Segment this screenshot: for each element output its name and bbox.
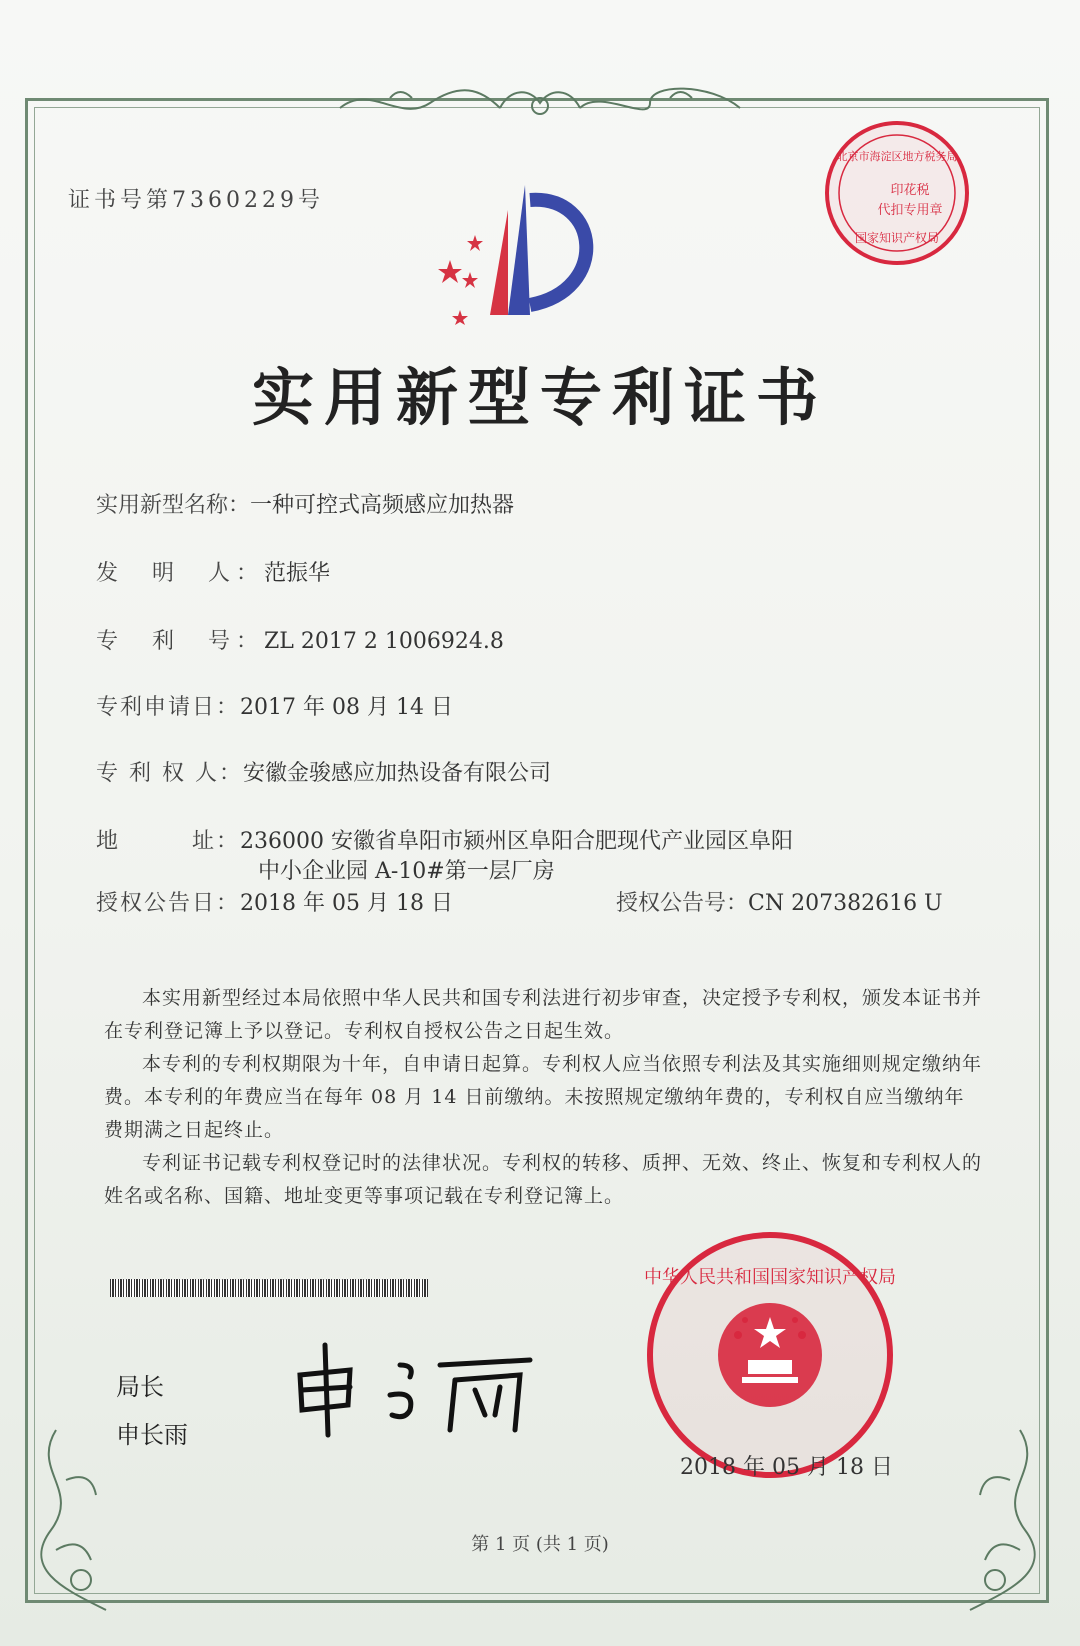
- certificate-number: 证书号第7360229号: [68, 188, 324, 213]
- signatory-name: 申长雨: [116, 1421, 188, 1449]
- field-value: 2017 年 08 月 14 日: [240, 695, 453, 720]
- page-number: 第 1 页 (共 1 页): [471, 1534, 609, 1555]
- body-paragraph: 本专利的专利权期限为十年，自申请日起算。专利权人应当依照专利法及其实施细则规定缴纳年费。本专利的年费应当在每年 08 月 14 日前缴纳。未按照规定缴纳年费的，专利权自应当缴纳年费期满之日起终止。: [104, 1053, 983, 1141]
- seal-ring-text: 中华人民共和国国家知识产权局: [644, 1267, 896, 1288]
- handwritten-signature: [290, 1335, 550, 1445]
- field-value: 236000 安徽省阜阳市颍州区阜阳合肥现代产业园区阜阳: [240, 829, 793, 854]
- field-value: ZL 2017 2 1006924.8: [264, 629, 504, 654]
- field-value: 范振华: [264, 561, 331, 586]
- tax-stamp-line2: 代扣专用章: [877, 203, 943, 218]
- field-label: 实用新型名称：: [96, 493, 251, 518]
- signatory-title: 局长: [116, 1373, 164, 1401]
- field-value: CN 207382616 U: [748, 891, 943, 916]
- body-paragraph: 专利证书记载专利权登记时的法律状况。专利权的转移、质押、无效、终止、恢复和专利权人的姓名或名称、国籍、地址变更等事项记载在专利登记簿上。: [104, 1152, 983, 1207]
- field-address-line2: [258, 854, 555, 885]
- seal-date: 2018 年 05 月 18 日: [680, 1455, 893, 1480]
- top-ornament: [330, 78, 750, 128]
- field-label: 专利申请日：: [96, 695, 241, 720]
- tax-stamp-line1: 印花税: [890, 183, 930, 198]
- barcode: [110, 1279, 428, 1297]
- tax-stamp-bottom-text: 国家知识产权局: [854, 231, 940, 245]
- body-paragraph: 本实用新型经过本局依照中华人民共和国专利法进行初步审查，决定授予专利权，颁发本证书并在专利登记簿上予以登记。专利权自授权公告之日起生效。: [104, 987, 983, 1042]
- field-value: 一种可控式高频感应加热器: [250, 493, 515, 518]
- field-label: 地 址：: [96, 829, 241, 854]
- field-label: 授权公告号：: [616, 891, 749, 916]
- bottom-right-ornament: [940, 1420, 1050, 1620]
- tax-stamp: [822, 118, 972, 268]
- bottom-left-ornament: [26, 1420, 136, 1620]
- field-value: 安徽金骏感应加热设备有限公司: [242, 761, 551, 786]
- field-label: 发 明 人：: [96, 561, 265, 586]
- field-value: 2018 年 05 月 18 日: [240, 891, 453, 916]
- field-patent-number: [96, 624, 504, 655]
- official-seal: [640, 1225, 900, 1485]
- field-utility-name: [96, 488, 514, 519]
- field-address: [96, 824, 793, 855]
- field-inventor: [96, 556, 330, 587]
- patent-office-logo: [430, 180, 610, 325]
- field-label: 授权公告日：: [96, 891, 241, 916]
- field-label: 专 利 权 人：: [96, 761, 243, 786]
- field-grant-number: [616, 886, 943, 917]
- certificate-body: [104, 982, 984, 1213]
- field-application-date: [96, 690, 453, 721]
- field-label: 专 利 号：: [96, 629, 265, 654]
- tax-stamp-ring-text: 北京市海淀区地方税务局: [836, 150, 958, 163]
- field-patentee: [96, 756, 551, 787]
- field-value: 中小企业园 A-10#第一层厂房: [258, 859, 555, 884]
- certificate-title: 实用新型专利证书: [251, 361, 828, 434]
- field-grant-date: [96, 886, 453, 917]
